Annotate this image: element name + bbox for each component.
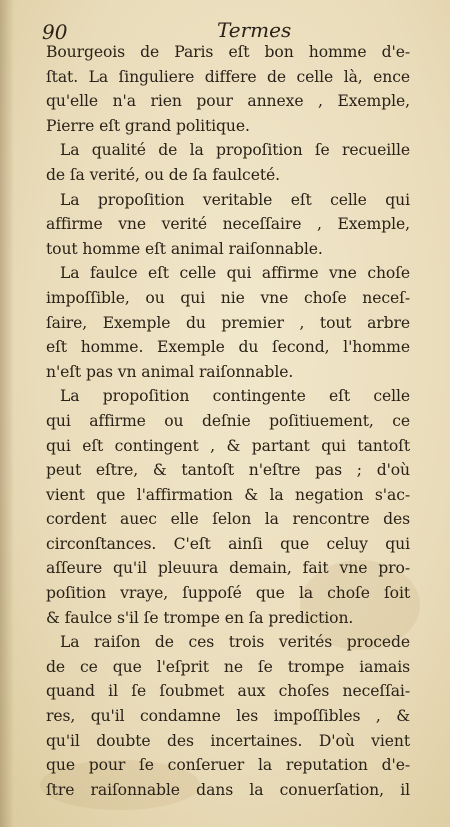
text-line: La faulce eſt celle qui affirme vne choſe	[60, 264, 410, 283]
text-line: La qualité de la propoſition ſe recueille	[60, 141, 410, 160]
text-line: tout homme eſt animal raiſonnable.	[46, 239, 323, 258]
text-line: circonſtances. C'eſt ainſi que celuy qui	[46, 534, 410, 553]
text-line: quand il ſe ſoubmet aux choſes neceſſai-	[46, 682, 410, 701]
text-line: vient que l'affirmation & la negation s'ac-	[46, 485, 410, 504]
text-line: Pierre eſt grand politique.	[46, 116, 250, 135]
text-line: qui affirme ou deſnie poſitiuement, ce	[46, 411, 410, 430]
binding-shadow	[0, 0, 14, 827]
running-head: Termes	[217, 18, 292, 42]
text-line: poſition vraye, ſuppoſé que la choſe ſoit	[46, 584, 410, 603]
text-line: La raiſon de ces trois verités procede	[60, 633, 410, 652]
text-line: cordent auec elle ſelon la rencontre des	[46, 510, 410, 529]
text-line: ſtat. La ſinguliere differe de celle là, ence	[46, 67, 410, 86]
text-line: & faulce s'il ſe trompe en ſa prediction.	[46, 608, 354, 627]
text-line: La propoſition veritable eſt celle qui	[60, 190, 410, 209]
text-line: n'eſt pas vn animal raiſonnable.	[46, 362, 294, 381]
body-text	[46, 40, 410, 802]
text-line: de ce que l'eſprit ne ſe trompe iamais	[46, 657, 410, 676]
text-line: La propoſition contingente eſt celle	[60, 387, 410, 406]
text-line: qu'il doubte des incertaines. D'où vient	[46, 731, 410, 750]
text-line: res, qu'il condamne les impoſſibles , &	[46, 707, 410, 726]
text-line: impoſſible, ou qui nie vne choſe neceſ-	[46, 288, 410, 307]
text-line: qui eſt contingent , & partant qui tantoſt	[46, 436, 410, 455]
text-line: que pour ſe conſeruer la reputation d'e-	[46, 756, 410, 775]
text-line: ſtre raiſonnable dans la conuerſation, il	[46, 780, 410, 799]
text-line: peut eſtre, & tantoſt n'eſtre pas ; d'où	[46, 461, 410, 480]
text-line: aſſeure qu'il pleuura demain, fait vne pro-	[46, 559, 410, 578]
text-line: qu'elle n'a rien pour annexe , Exemple,	[46, 92, 410, 111]
text-line: Bourgeois de Paris eſt bon homme d'e-	[46, 43, 410, 61]
text-line: affirme vne verité neceſſaire , Exemple,	[46, 215, 410, 234]
text-line: eſt homme. Exemple du ſecond, l'homme	[46, 338, 410, 357]
text-line: de ſa verité, ou de ſa faulceté.	[46, 165, 280, 184]
page-number: 90	[42, 20, 68, 44]
text-line: ſaire, Exemple du premier , tout arbre	[46, 313, 410, 332]
